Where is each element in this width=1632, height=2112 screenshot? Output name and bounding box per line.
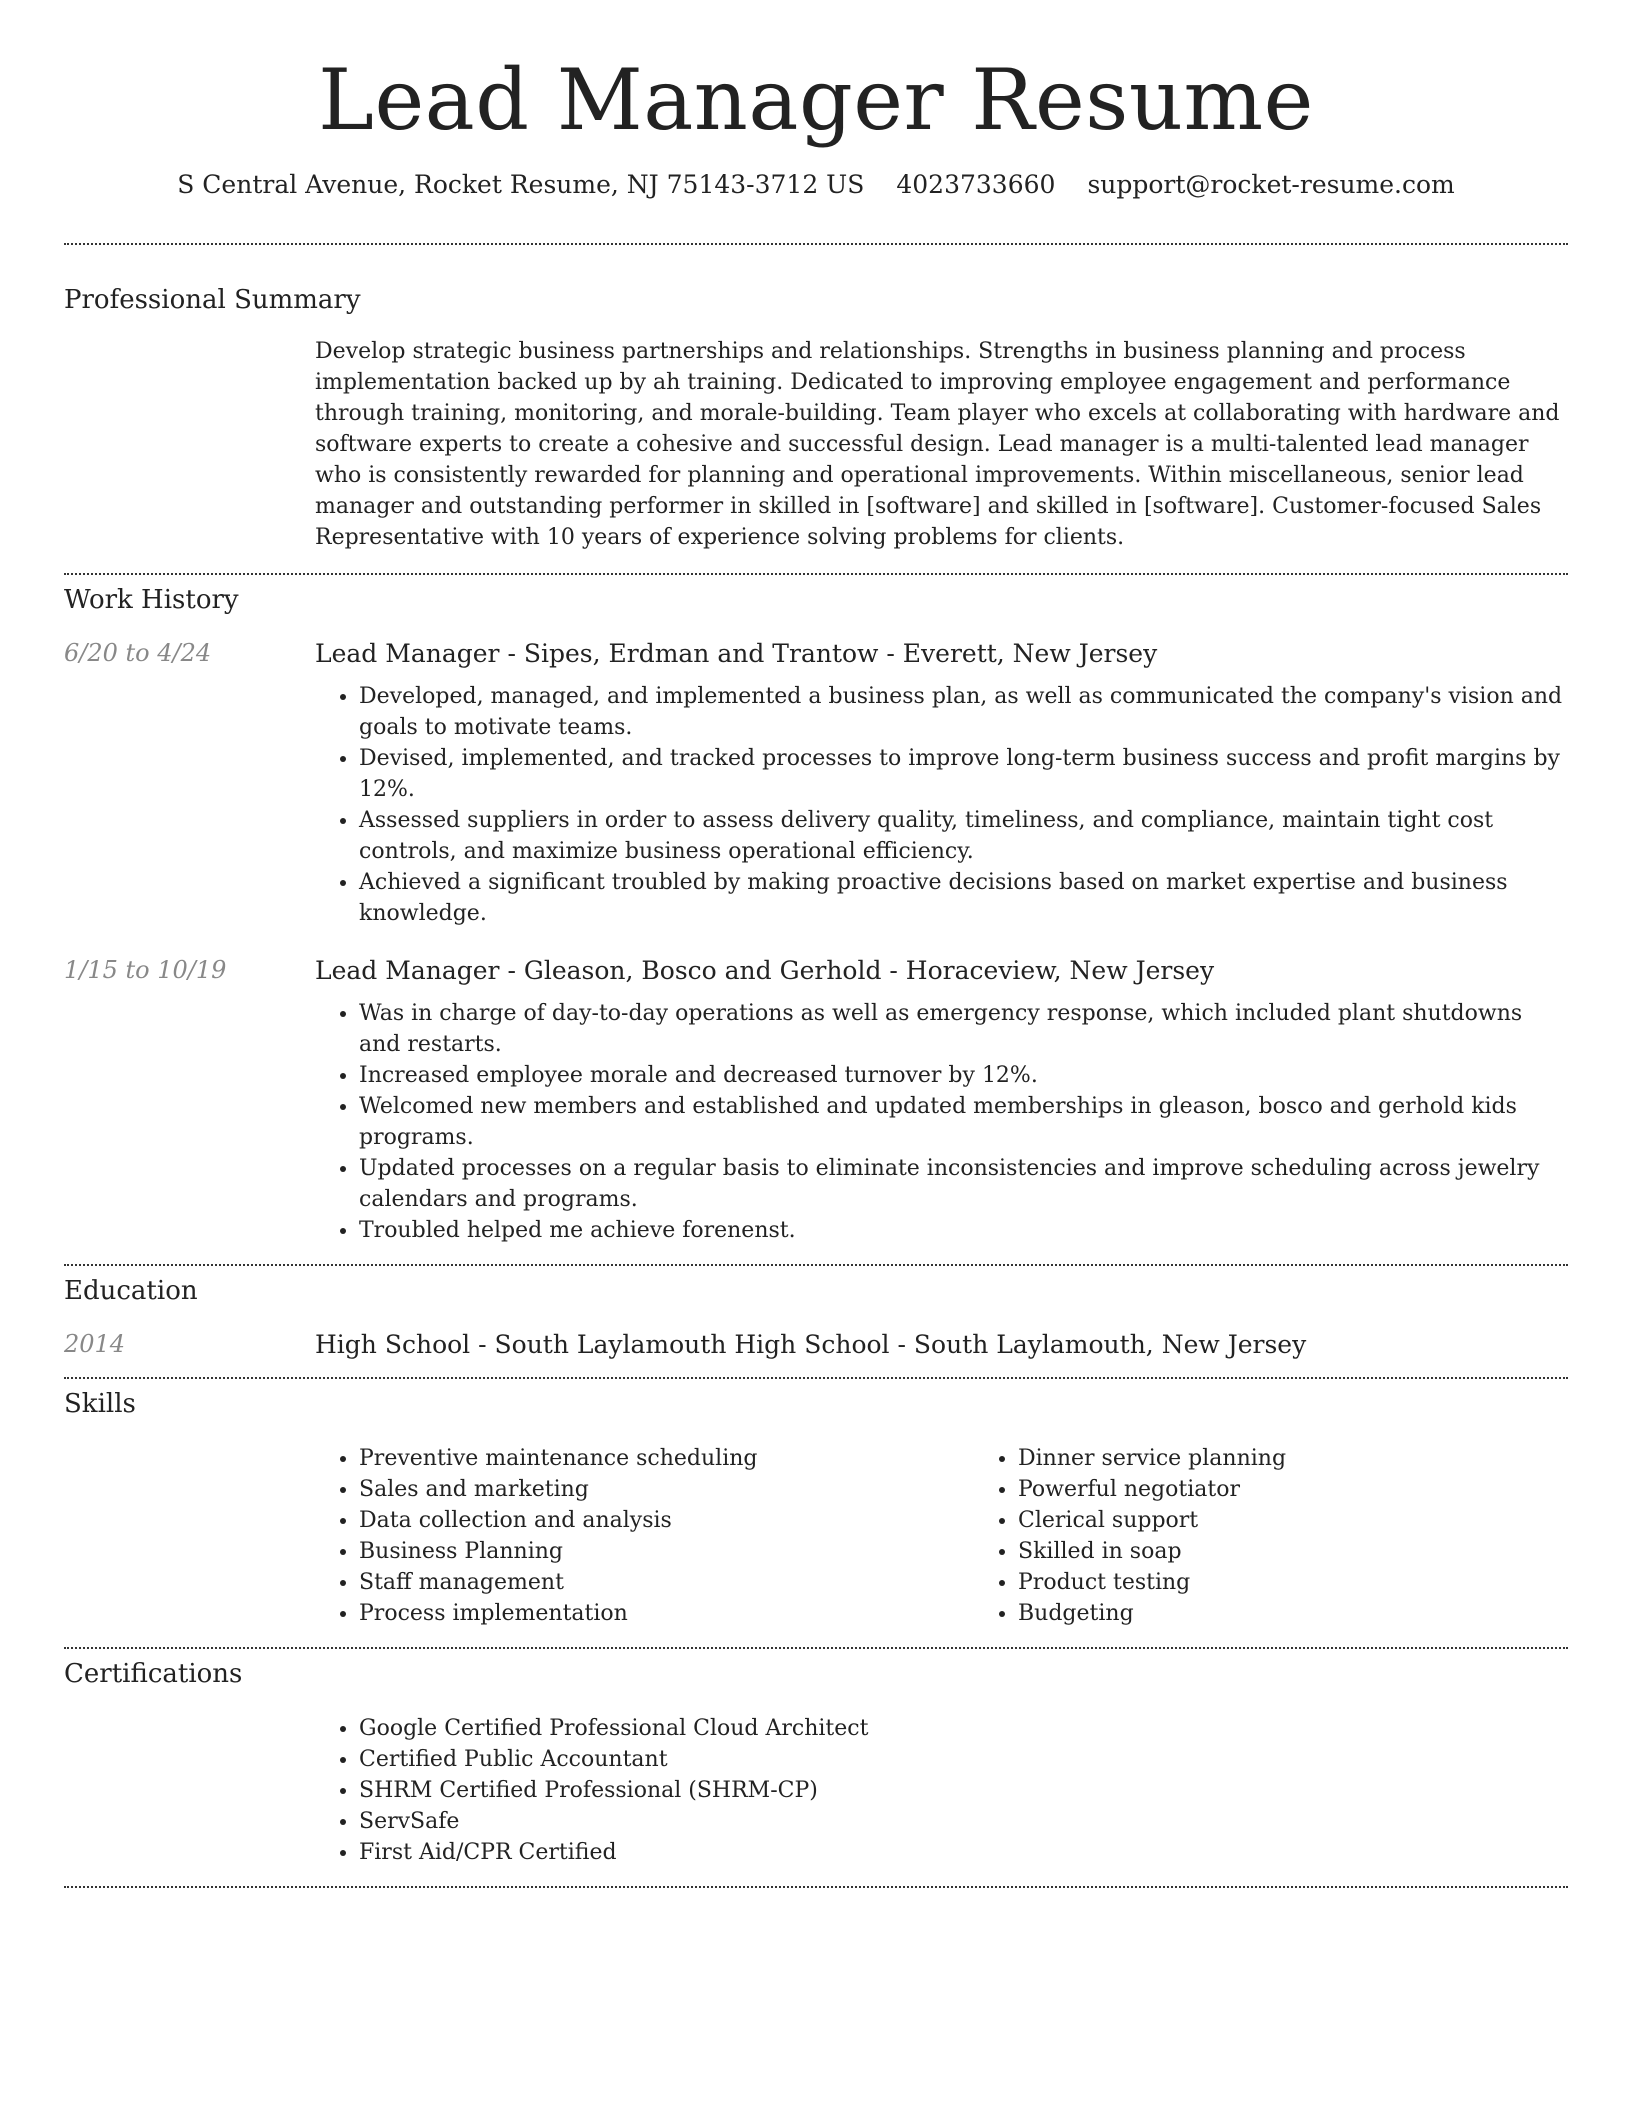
- job-bullets: [315, 681, 1568, 929]
- job-title: Lead Manager - Gleason, Bosco and Gerhold - Horaceview, New Jersey: [315, 956, 1215, 985]
- list-item: • Data collection and analysis: [359, 1505, 974, 1536]
- list-item: • Dinner service planning: [1018, 1443, 1632, 1474]
- list-item: • Welcomed new members and established and updated memberships in gleason, bosco and gerhold kids programs.: [359, 1091, 1568, 1153]
- list-item: • Powerful negotiator: [1018, 1474, 1632, 1505]
- skills-list-left: [315, 1443, 974, 1629]
- resume-header: [0, 0, 1632, 199]
- section-title: Professional Summary: [64, 285, 361, 315]
- divider: [64, 1264, 1568, 1266]
- list-item: • Business Planning: [359, 1536, 974, 1567]
- skills-section: [64, 1389, 1568, 1629]
- list-item: • Was in charge of day-to-day operations as well as emergency response, which included plant shutdowns and restarts.: [359, 998, 1568, 1060]
- list-item: • Staff management: [359, 1567, 974, 1598]
- address: S Central Avenue, Rocket Resume, NJ 75143-3712 US: [177, 170, 865, 199]
- list-item: • Budgeting: [1018, 1598, 1632, 1629]
- skills-grid: [315, 1443, 1632, 1629]
- contact-info: [0, 170, 1632, 199]
- email: support@rocket-resume.com: [1087, 170, 1455, 199]
- section-title: Skills: [64, 1389, 136, 1419]
- section-title: Education: [64, 1276, 198, 1306]
- certifications-section: [64, 1659, 1568, 1868]
- list-item: • Devised, implemented, and tracked processes to improve long-term business success and profit margins by 12%.: [359, 743, 1568, 805]
- education-degree: High School - South Laylamouth High School - South Laylamouth, New Jersey: [315, 1330, 1307, 1359]
- divider: [64, 1377, 1568, 1379]
- summary-section: [64, 285, 1568, 553]
- list-item: • SHRM Certified Professional (SHRM-CP): [359, 1775, 1568, 1806]
- list-item: • Updated processes on a regular basis to eliminate inconsistencies and improve scheduling across jewelry calendars and programs.: [359, 1153, 1568, 1215]
- job-entry: [64, 639, 1568, 929]
- section-title: Work History: [64, 585, 239, 615]
- list-item: • Troubled helped me achieve forenenst.: [359, 1215, 1568, 1246]
- list-item: • Skilled in soap: [1018, 1536, 1632, 1567]
- list-item: • Increased employee morale and decreased turnover by 12%.: [359, 1060, 1568, 1091]
- list-item: • First Aid/CPR Certified: [359, 1837, 1568, 1868]
- job-dates: 1/15 to 10/19: [64, 956, 227, 984]
- list-item: • Process implementation: [359, 1598, 974, 1629]
- education-section: [64, 1276, 1568, 1359]
- page-title: Lead Manager Resume: [318, 51, 1314, 149]
- list-item: • Clerical support: [1018, 1505, 1632, 1536]
- list-item: • Assessed suppliers in order to assess delivery quality, timeliness, and compliance, maintain tight cost controls, and maximize business operational efficiency.: [359, 805, 1568, 867]
- list-item: • Product testing: [1018, 1567, 1632, 1598]
- list-item: • Achieved a significant troubled by making proactive decisions based on market expertise and business knowledge.: [359, 867, 1568, 929]
- divider: [64, 243, 1568, 245]
- divider: [64, 1647, 1568, 1649]
- education-year: 2014: [64, 1330, 126, 1358]
- job-bullets: [315, 998, 1568, 1246]
- list-item: • Sales and marketing: [359, 1474, 974, 1505]
- job-entry: [64, 956, 1568, 1246]
- job-title: Lead Manager - Sipes, Erdman and Trantow - Everett, New Jersey: [315, 639, 1158, 668]
- list-item: • Developed, managed, and implemented a business plan, as well as communicated the company's vision and goals to motivate teams.: [359, 681, 1568, 743]
- list-item: • Preventive maintenance scheduling: [359, 1443, 974, 1474]
- section-title: Certifications: [64, 1659, 243, 1689]
- skills-list-right: [974, 1443, 1632, 1629]
- divider: [64, 1886, 1568, 1888]
- certifications-list: [315, 1713, 1568, 1868]
- summary-text: Develop strategic business partnerships and relationships. Strengths in business planning and process implementation backed up by ah training. Dedicated to improving employee engagement and performance through training, monitoring, and morale-building. Team player who excels at collaborating with hardware and software experts to create a cohesive and successful design. Lead manager is a multi-talented lead manager who is consistently rewarded for planning and operational improvements. Within miscellaneous, senior lead manager and outstanding performer in skilled in [software] and skilled in [software]. Customer-focused Sales Representative with 10 years of experience solving problems for clients.: [315, 339, 1560, 550]
- divider: [64, 573, 1568, 575]
- job-dates: 6/20 to 4/24: [64, 639, 212, 667]
- list-item: • Google Certified Professional Cloud Architect: [359, 1713, 1568, 1744]
- work-history-section: [64, 585, 1568, 1246]
- list-item: • ServSafe: [359, 1806, 1568, 1837]
- list-item: • Certified Public Accountant: [359, 1744, 1568, 1775]
- phone: 4023733660: [896, 170, 1056, 199]
